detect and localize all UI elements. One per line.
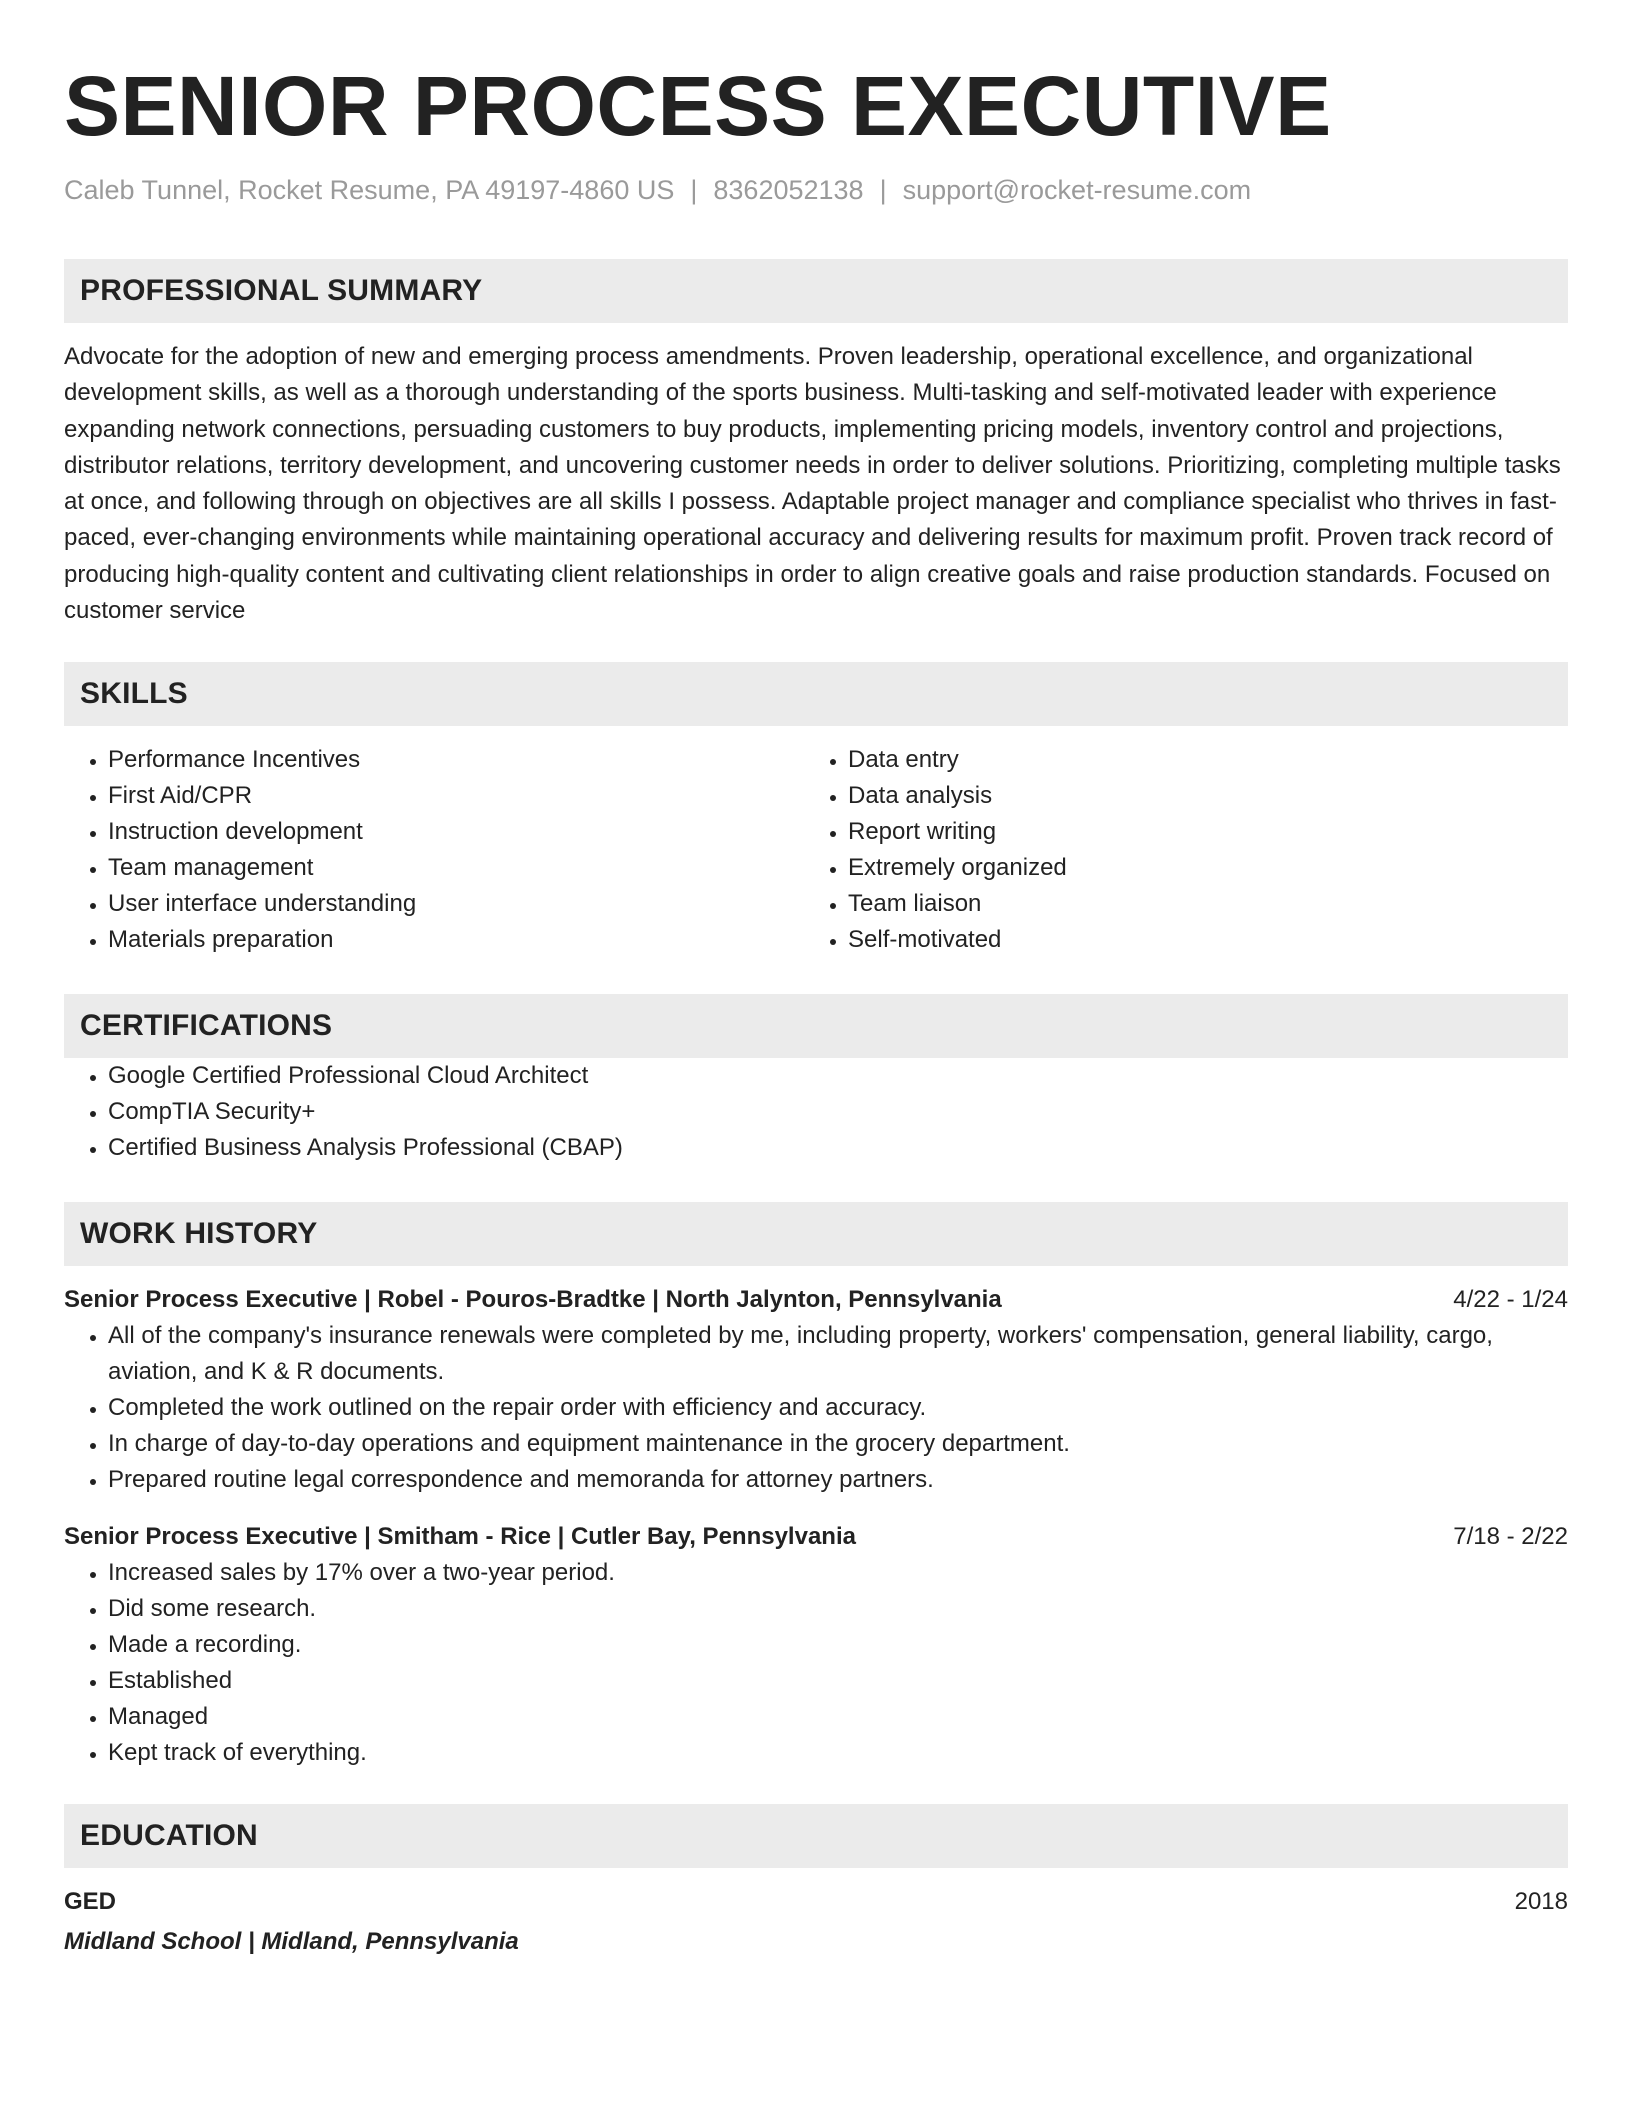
job-bullet: • Prepared routine legal correspondence and memoranda for attorney partners. [108,1462,1568,1498]
job-bullets [64,1555,1568,1771]
skill-item: • Performance Incentives [108,742,804,778]
skill-item: • Team management [108,850,804,886]
contact-phone: 8362052138 [713,175,864,205]
job-bullet: • All of the company's insurance renewals were completed by me, including property, workers' compensation, general liability, cargo, aviation, and K & R documents. [108,1318,1568,1390]
skills-list-left [64,742,804,958]
certifications-list [64,1058,1568,1166]
job-title: Senior Process Executive | Robel - Pouros-Bradtke | North Jalynton, Pennsylvania [64,1286,1002,1314]
contact-separator: | [879,175,887,205]
job-bullet: • Established [108,1663,1568,1699]
job-bullet: • Managed [108,1699,1568,1735]
education-header [64,1884,1568,1920]
certification-item: • Google Certified Professional Cloud Architect [108,1058,1568,1094]
job-bullet: • Did some research. [108,1591,1568,1627]
skills-column-left [64,742,804,958]
job-bullet: • Kept track of everything. [108,1735,1568,1771]
skills-column-right [804,742,1544,958]
job-header [64,1282,1568,1318]
section-header-certifications: CERTIFICATIONS [64,994,1568,1058]
job-bullet: • Increased sales by 17% over a two-year period. [108,1555,1568,1591]
certification-item: • CompTIA Security+ [108,1094,1568,1130]
summary-text: Advocate for the adoption of new and emerging process amendments. Proven leadership, operational excellence, and organizational development skills, as well as a thorough understanding of the sports business. Multi-tasking and self-motivated leader with experience expanding network connections, persuading customers to buy products, implementing pricing models, inventory control and projections, distributor relations, territory development, and uncovering customer needs in order to deliver solutions. Prioritizing, completing multiple tasks at once, and following through on objectives are all skills I possess. Adaptable project manager and compliance specialist who thrives in fast-paced, ever-changing environments while maintaining operational accuracy and delivering results for maximum profit. Proven track record of producing high-quality content and cultivating client relationships in order to align creative goals and raise production standards. Focused on customer service [64,343,1561,625]
job-bullet: • Completed the work outlined on the repair order with efficiency and accuracy. [108,1390,1568,1426]
skill-item: • User interface understanding [108,886,804,922]
contact-address: Caleb Tunnel, Rocket Resume, PA 49197-4860 US [64,175,675,205]
education-year: 2018 [1514,1888,1568,1916]
contact-separator: | [690,175,698,205]
skill-item: • Team liaison [848,886,1544,922]
contact-email: support@rocket-resume.com [902,175,1252,205]
skill-item: • Data entry [848,742,1544,778]
job-bullet: • Made a recording. [108,1627,1568,1663]
skills-columns [64,742,1568,958]
skills-list-right [804,742,1544,958]
education-degree: GED [64,1888,117,1916]
section-header-education: EDUCATION [64,1804,1568,1868]
job-header [64,1519,1568,1555]
skill-item: • Extremely organized [848,850,1544,886]
job-dates: 4/22 - 1/24 [1453,1286,1568,1314]
skill-item: • Materials preparation [108,922,804,958]
skill-item: • Data analysis [848,778,1544,814]
contact-line [64,172,1568,208]
job-bullets [64,1318,1568,1498]
section-header-summary: PROFESSIONAL SUMMARY [64,259,1568,323]
job-title: Senior Process Executive | Smitham - Rice | Cutler Bay, Pennsylvania [64,1523,856,1551]
job-bullet: • In charge of day-to-day operations and equipment maintenance in the grocery department. [108,1426,1568,1462]
job-dates: 7/18 - 2/22 [1453,1523,1568,1551]
section-header-work-history: WORK HISTORY [64,1202,1568,1266]
section-header-skills: SKILLS [64,662,1568,726]
resume-title: SENIOR PROCESS EXECUTIVE [64,59,1332,153]
skill-item: • Report writing [848,814,1544,850]
certification-item: • Certified Business Analysis Professional (CBAP) [108,1130,1568,1166]
education-school: Midland School | Midland, Pennsylvania [64,1928,519,1956]
skill-item: • Instruction development [108,814,804,850]
skill-item: • First Aid/CPR [108,778,804,814]
skill-item: • Self-motivated [848,922,1544,958]
